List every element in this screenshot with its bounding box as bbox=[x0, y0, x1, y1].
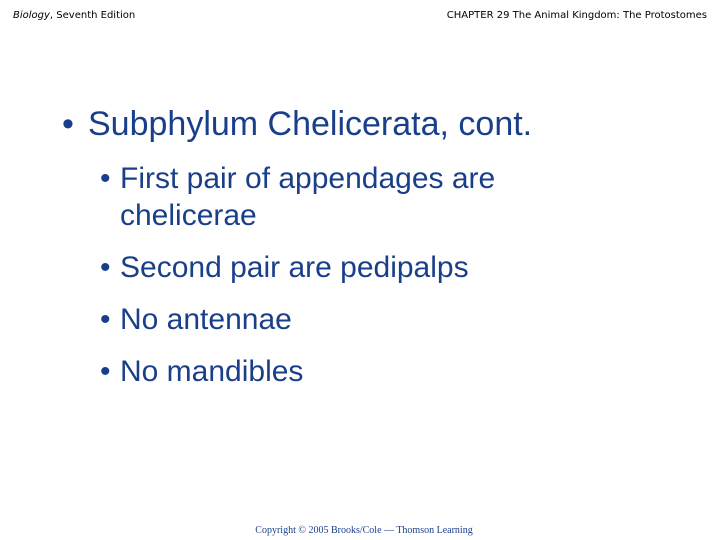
list-bullet: • bbox=[100, 162, 111, 195]
book-title-header bbox=[13, 10, 135, 21]
slide-title bbox=[62, 104, 532, 144]
list-item-text: First pair of appendages are bbox=[120, 162, 496, 195]
list-item-text-continued: chelicerae bbox=[120, 199, 257, 232]
list-item bbox=[100, 160, 495, 234]
bullet-list bbox=[100, 160, 495, 405]
list-item-text: No mandibles bbox=[120, 355, 304, 388]
chapter-header: CHAPTER 29 The Animal Kingdom: The Protostomes bbox=[446, 10, 707, 21]
list-bullet: • bbox=[100, 251, 111, 284]
list-bullet: • bbox=[100, 355, 111, 388]
list-item bbox=[100, 353, 495, 390]
list-item-text: Second pair are pedipalps bbox=[120, 251, 469, 284]
title-bullet: • bbox=[62, 105, 74, 143]
list-item-text: No antennae bbox=[120, 303, 292, 336]
list-bullet: • bbox=[100, 303, 111, 336]
list-item bbox=[100, 301, 495, 338]
copyright-footer: Copyright © 2005 Brooks/Cole — Thomson Learning bbox=[255, 525, 473, 536]
list-item bbox=[100, 249, 495, 286]
book-edition: , Seventh Edition bbox=[49, 10, 136, 21]
book-title: Biology bbox=[13, 10, 50, 21]
slide-title-text: Subphylum Chelicerata, cont. bbox=[88, 105, 533, 143]
